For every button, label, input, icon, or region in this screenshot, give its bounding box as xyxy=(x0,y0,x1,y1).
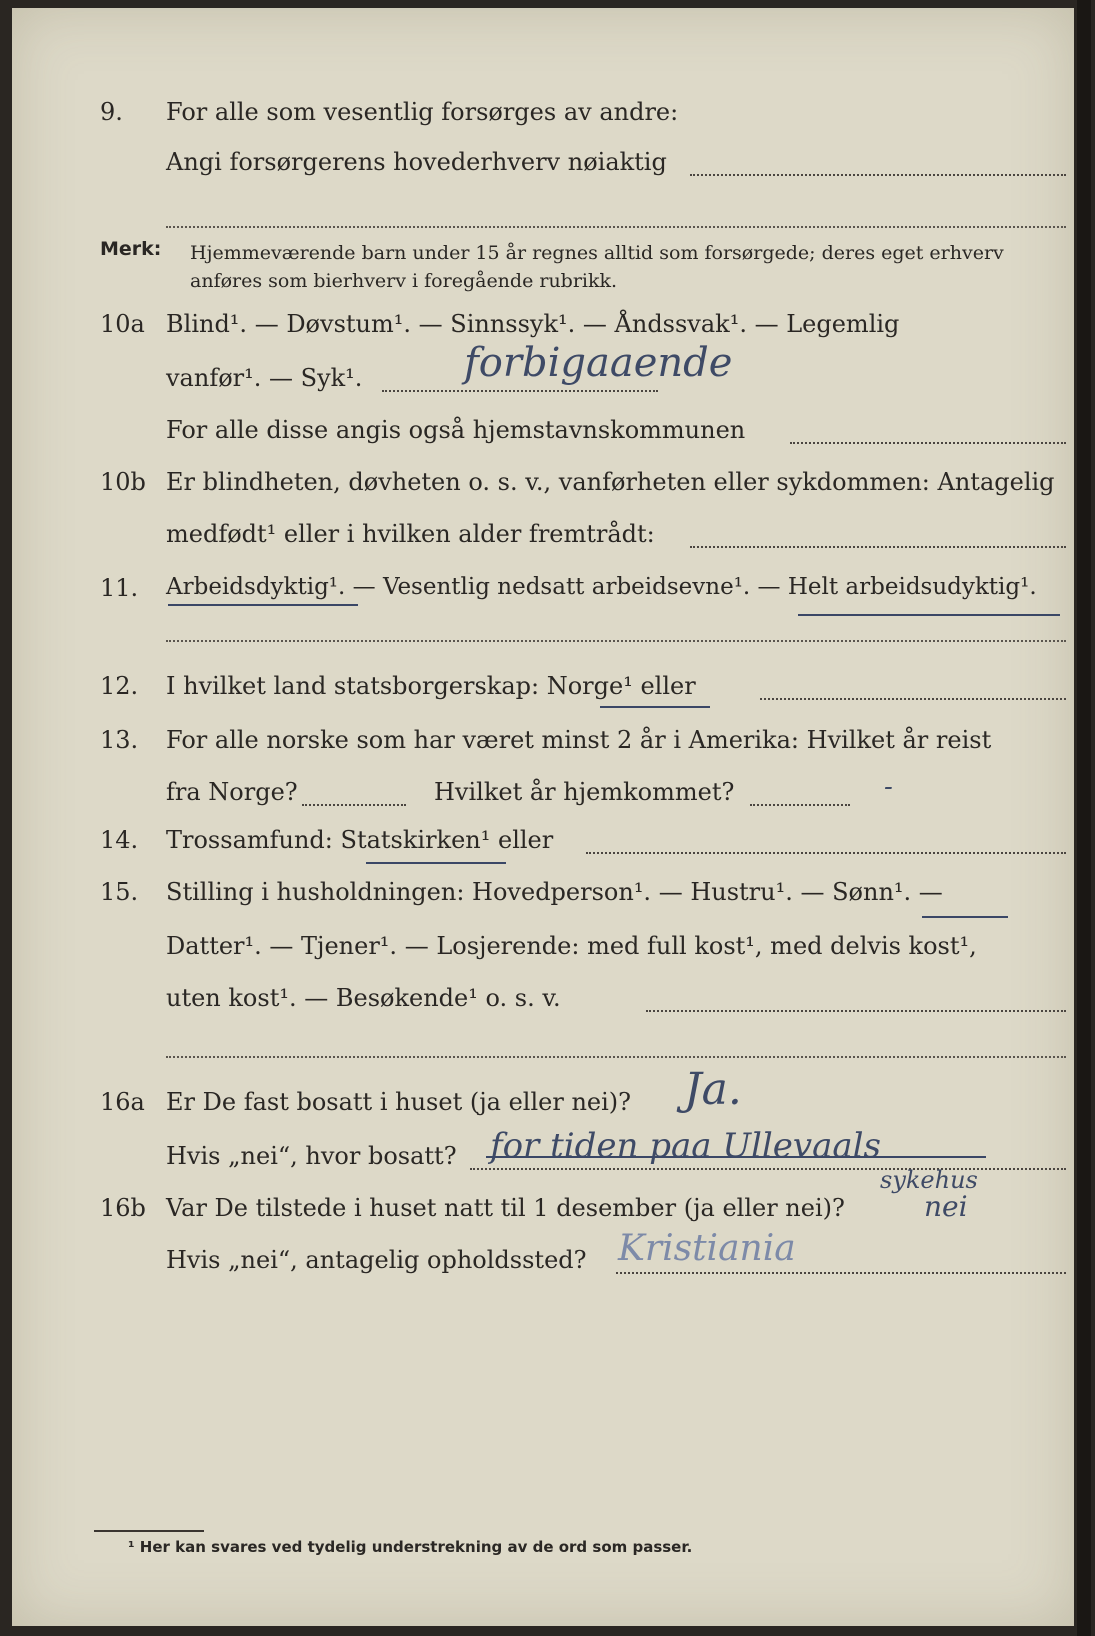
q12-line1 xyxy=(0,672,1095,712)
q10a-answer-line2[interactable] xyxy=(790,442,1066,444)
q11-underline-2 xyxy=(798,614,1060,616)
q11-rule xyxy=(166,640,1066,642)
q9-number: 9. xyxy=(100,98,123,126)
merk-label: Merk: xyxy=(100,238,162,260)
q11-underline-1 xyxy=(168,604,358,606)
q10a-number: 10a xyxy=(100,310,145,338)
q16a-text2: Hvis „nei“, hvor bosatt? xyxy=(166,1142,457,1170)
q16a-strike xyxy=(486,1156,986,1158)
q10b-text: Er blindheten, døvheten o. s. v., vanførheten eller sykdommen: Antagelig xyxy=(166,468,1055,496)
q13-text2a: fra Norge? xyxy=(166,778,298,806)
q16a-handwritten-2: for tiden paa Ullevaals xyxy=(490,1126,881,1166)
q15-line2 xyxy=(0,932,1095,972)
q15-rule xyxy=(166,1056,1066,1058)
q11-line1 xyxy=(0,574,1095,614)
q14-underline xyxy=(366,862,506,864)
q9-text: For alle som vesentlig forsørges av andre: xyxy=(166,98,679,126)
q15-text3: uten kost¹. — Besøkende¹ o. s. v. xyxy=(166,984,561,1012)
q14-text: Trossamfund: Statskirken¹ eller xyxy=(166,826,554,854)
q9-answer-line[interactable] xyxy=(690,174,1066,176)
q16a-handwritten-1: Ja. xyxy=(684,1064,742,1115)
q14-answer-line[interactable] xyxy=(586,852,1066,854)
q10b-answer-line[interactable] xyxy=(690,546,1066,548)
q13-answer-line-b[interactable] xyxy=(750,804,850,806)
q16b-handwritten-2: Kristiania xyxy=(618,1228,796,1269)
q15-line1 xyxy=(0,878,1095,918)
q10a-handwritten: forbigaaende xyxy=(464,340,733,386)
q12-number: 12. xyxy=(100,672,139,700)
q15-text: Stilling i husholdningen: Hovedperson¹. — Hustru¹. — Sønn¹. — xyxy=(166,878,943,906)
q16b-text2: Hvis „nei“, antagelig opholdssted? xyxy=(166,1246,587,1274)
q10b-line1 xyxy=(0,468,1095,508)
q16a-handwritten-3: sykehus xyxy=(880,1166,978,1194)
q16b-answer-line[interactable] xyxy=(616,1272,1066,1274)
q13-number: 13. xyxy=(100,726,139,754)
q12-text: I hvilket land statsborgerskap: Norge¹ eller xyxy=(166,672,696,700)
q16b-line2 xyxy=(0,1246,1095,1286)
q16a-text: Er De fast bosatt i huset (ja eller nei)? xyxy=(166,1088,632,1116)
q14-line1 xyxy=(0,826,1095,866)
q16a-line1 xyxy=(0,1088,1095,1128)
q16b-text: Var De tilstede i huset natt til 1 desember (ja eller nei)? xyxy=(166,1194,845,1222)
q11-number: 11. xyxy=(100,574,139,602)
q13-line1 xyxy=(0,726,1095,766)
q13-text2b: Hvilket år hjemkommet? xyxy=(434,778,735,806)
q14-number: 14. xyxy=(100,826,139,854)
q10b-text2: medfødt¹ eller i hvilken alder fremtrådt: xyxy=(166,520,655,548)
q15-line3 xyxy=(0,984,1095,1024)
footnote-rule xyxy=(94,1530,204,1532)
q12-underline xyxy=(600,706,710,708)
q15-underline xyxy=(922,916,1008,918)
footnote: ¹ Her kan svares ved tydelig understrekning av de ord som passer. xyxy=(128,1538,693,1556)
q13-text: For alle norske som har været minst 2 år i Amerika: Hvilket år reist xyxy=(166,726,992,754)
q16b-handwritten-1: nei xyxy=(924,1190,968,1223)
q10a-text: Blind¹. — Døvstum¹. — Sinnssyk¹. — Åndssvak¹. — Legemlig xyxy=(166,310,900,338)
q10a-text3: For alle disse angis også hjemstavnskommunen xyxy=(166,416,746,444)
q10a-answer-line[interactable] xyxy=(382,390,658,392)
q13-handwritten: - xyxy=(884,772,893,802)
q9-line2 xyxy=(0,148,1095,188)
q9-rule xyxy=(166,226,1066,228)
q9-line1 xyxy=(0,98,1095,138)
q10b-number: 10b xyxy=(100,468,146,496)
q16b-number: 16b xyxy=(100,1194,146,1222)
q10b-line2 xyxy=(0,520,1095,560)
q10a-line3 xyxy=(0,416,1095,456)
q13-answer-line-a[interactable] xyxy=(302,804,406,806)
q10a-text2: vanfør¹. — Syk¹. xyxy=(166,364,363,392)
q15-number: 15. xyxy=(100,878,139,906)
q15-text2: Datter¹. — Tjener¹. — Losjerende: med full kost¹, med delvis kost¹, xyxy=(166,932,977,960)
q11-text: Arbeidsdyktig¹. — Vesentlig nedsatt arbeidsevne¹. — Helt arbeidsudyktig¹. xyxy=(166,574,1037,600)
merk-text: Hjemmeværende barn under 15 år regnes alltid som forsørgede; deres eget erhverv anføres som bierhverv i foregående rubrikk. xyxy=(190,242,1004,292)
page-edge xyxy=(1077,0,1091,1636)
q15-answer-line[interactable] xyxy=(646,1010,1066,1012)
q13-line2 xyxy=(0,772,1095,818)
q9-text2: Angi forsørgerens hovederhverv nøiaktig xyxy=(166,148,667,176)
q16a-number: 16a xyxy=(100,1088,145,1116)
q12-answer-line[interactable] xyxy=(760,698,1066,700)
